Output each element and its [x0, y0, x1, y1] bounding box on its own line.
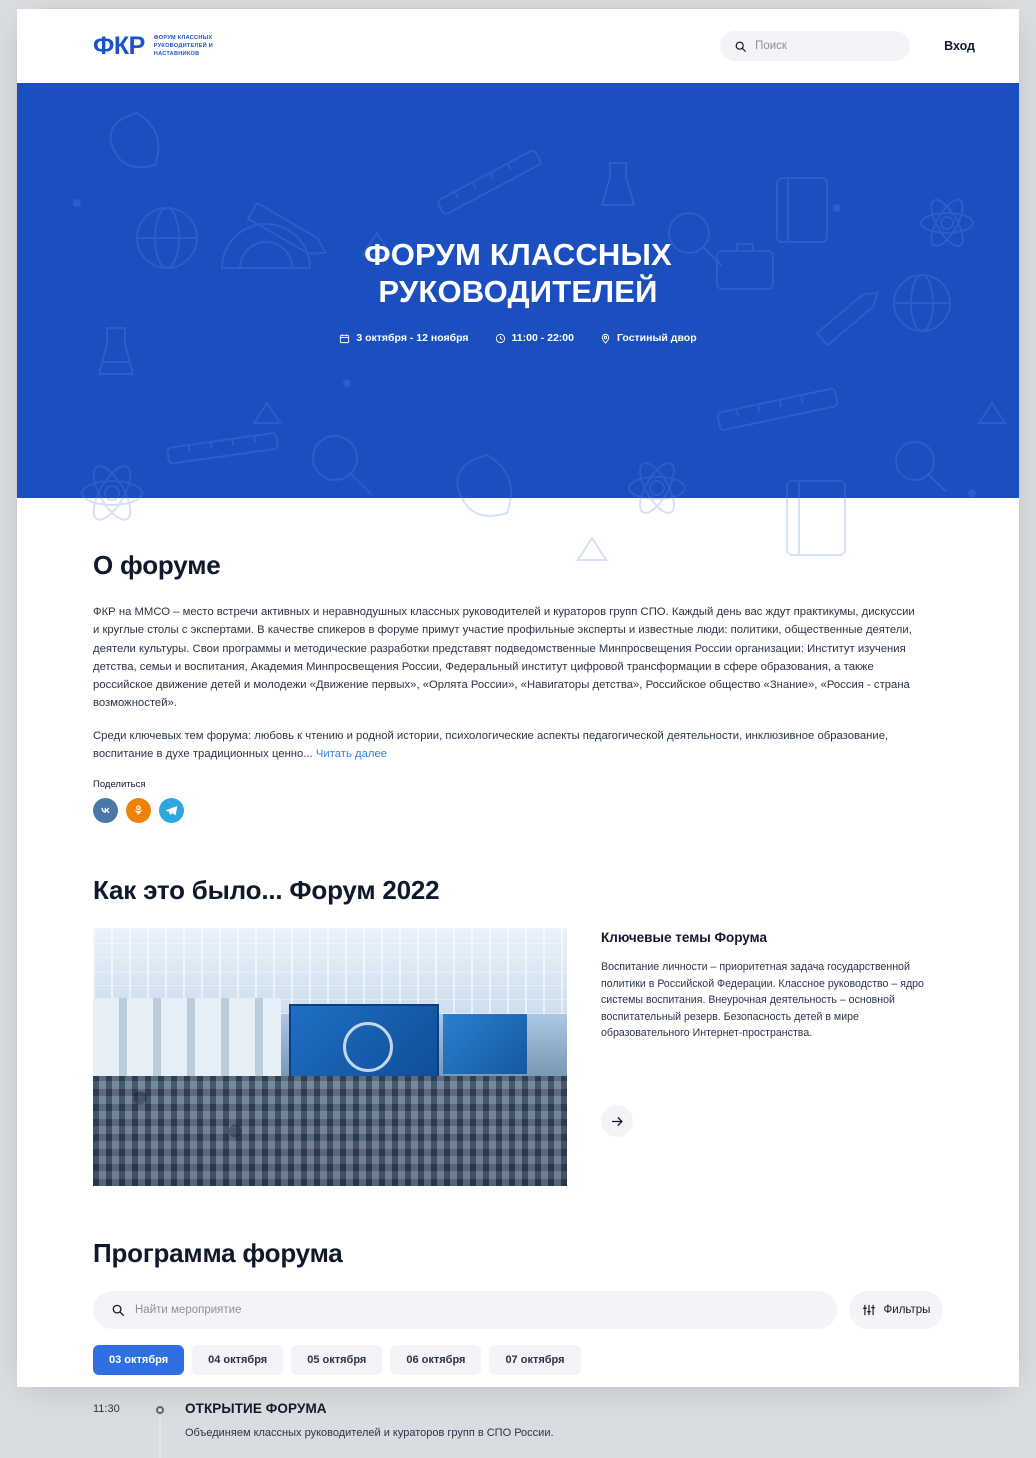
filters-button[interactable]	[849, 1291, 943, 1329]
site-logo[interactable]	[93, 31, 240, 60]
search-input[interactable]	[720, 31, 910, 61]
about-paragraph-1: ФКР на ММСО – место встречи активных и неравнодушных классных руководителей и кураторов групп СПО. Каждый день вас ждут практикумы, дискуссии и круглые столы с экспертами. В качестве спикеров в форуме примут участие профильные эксперты и известные люди: политики, общественные деятели, деятели культуры. Свои программы и методические разработки представят подведомственные Минпросвещения России организации: Институт изучения детства, семьи и воспитания, Академия Минпросвещения России, Федеральный институт цифровой трансформации в сфере образования, а также российское движение детей и молодежи «Движение первых», «Орлята России», «Навигаторы детства», Российское общество «Знание», «Россия - страна возможностей».	[93, 606, 915, 710]
share-telegram-icon[interactable]	[159, 798, 184, 823]
date-tab-1[interactable]: 04 октября	[192, 1345, 283, 1375]
gallery-side-panel	[601, 928, 943, 1186]
search-icon	[111, 1303, 125, 1317]
search-placeholder-text: Поиск	[755, 40, 787, 52]
logo-mark-text: ФКР	[93, 31, 145, 60]
site-header	[17, 9, 1019, 83]
filters-label: Фильтры	[883, 1304, 931, 1317]
hero-time-text: 11:00 - 22:00	[511, 332, 574, 345]
location-pin-icon	[600, 333, 611, 344]
share-vk-icon[interactable]	[93, 798, 118, 823]
gallery-row	[93, 928, 943, 1186]
calendar-icon	[339, 333, 350, 344]
schedule-item-description: Объединяем классных руководителей и кураторов групп в СПО России.	[185, 1427, 554, 1440]
program-search-row	[93, 1291, 943, 1329]
key-topics-title: Ключевые темы Форума	[601, 930, 767, 946]
hero-date	[339, 332, 468, 344]
schedule-item-title: ОТКРЫТИЕ ФОРУМА	[185, 1401, 327, 1417]
hero-meta	[339, 332, 696, 344]
search-icon	[734, 40, 747, 53]
browser-window-frame	[16, 8, 1020, 1440]
hero-time	[495, 332, 574, 344]
date-tab-4[interactable]: 07 октября	[489, 1345, 580, 1375]
share-ok-icon[interactable]	[126, 798, 151, 823]
program-date-tabs	[93, 1345, 943, 1375]
schedule-timeline	[153, 1401, 167, 1458]
page-content	[17, 550, 1019, 1458]
share-label: Поделиться	[93, 779, 146, 791]
filters-icon	[862, 1303, 876, 1317]
program-schedule	[93, 1401, 943, 1458]
timeline-bullet-icon	[156, 1406, 164, 1414]
key-topics-text: Воспитание личности – приоритетная задача государственной политики в Российской Федерации. Классное руководство – ядро системы воспитания. Внеурочная деятельность – основной воспитательный резерв. Безопасность детей в мире образовательного Интернет-пространства.	[601, 961, 924, 1039]
date-tab-2[interactable]: 05 октября	[291, 1345, 382, 1375]
hero-title: ФОРУМ КЛАССНЫХ РУКОВОДИТЕЛЕЙ	[364, 236, 672, 309]
gallery-next-button[interactable]	[601, 1105, 633, 1137]
hero-place	[600, 332, 697, 344]
schedule-item-time: 11:30	[93, 1403, 120, 1416]
logo-subtitle: ФОРУМ КЛАССНЫХ РУКОВОДИТЕЛЕЙ И НАСТАВНИКОВ	[153, 34, 214, 58]
header-right-group	[720, 31, 975, 61]
schedule-item[interactable]	[93, 1401, 943, 1458]
login-button[interactable]: Вход	[944, 39, 975, 53]
date-tab-0[interactable]: 03 октября	[93, 1345, 184, 1375]
page-viewport	[17, 9, 1019, 1440]
forum-photo[interactable]	[93, 928, 567, 1186]
program-search-input[interactable]	[93, 1291, 837, 1329]
hero-place-text: Гостиный двор	[616, 332, 697, 345]
timeline-line	[159, 1418, 161, 1458]
hero-date-text: 3 октября - 12 ноября	[356, 332, 469, 345]
program-search-placeholder: Найти мероприятие	[135, 1304, 242, 1317]
photo-side-screen	[443, 1014, 527, 1074]
date-tab-3[interactable]: 06 октября	[390, 1345, 481, 1375]
photo-audience	[93, 1076, 567, 1186]
program-section-title: Программа форума	[93, 1238, 343, 1269]
about-paragraph-2-text: Среди ключевых тем форума: любовь к чтению и родной истории, психологические аспекты педагогической деятельности, инклюзивное образование, воспитание в духе традиционных ценно...	[93, 729, 889, 761]
clock-icon	[495, 333, 506, 344]
share-buttons	[93, 798, 943, 823]
hero-banner	[17, 83, 1019, 498]
photo-main-screen	[289, 1004, 439, 1080]
schedule-item-body	[185, 1401, 943, 1458]
about-section-title: О форуме	[93, 550, 221, 580]
read-more-link[interactable]: Читать далее	[315, 748, 388, 761]
gallery-section-title: Как это было... Форум 2022	[93, 875, 440, 906]
about-paragraph-2	[93, 727, 923, 764]
